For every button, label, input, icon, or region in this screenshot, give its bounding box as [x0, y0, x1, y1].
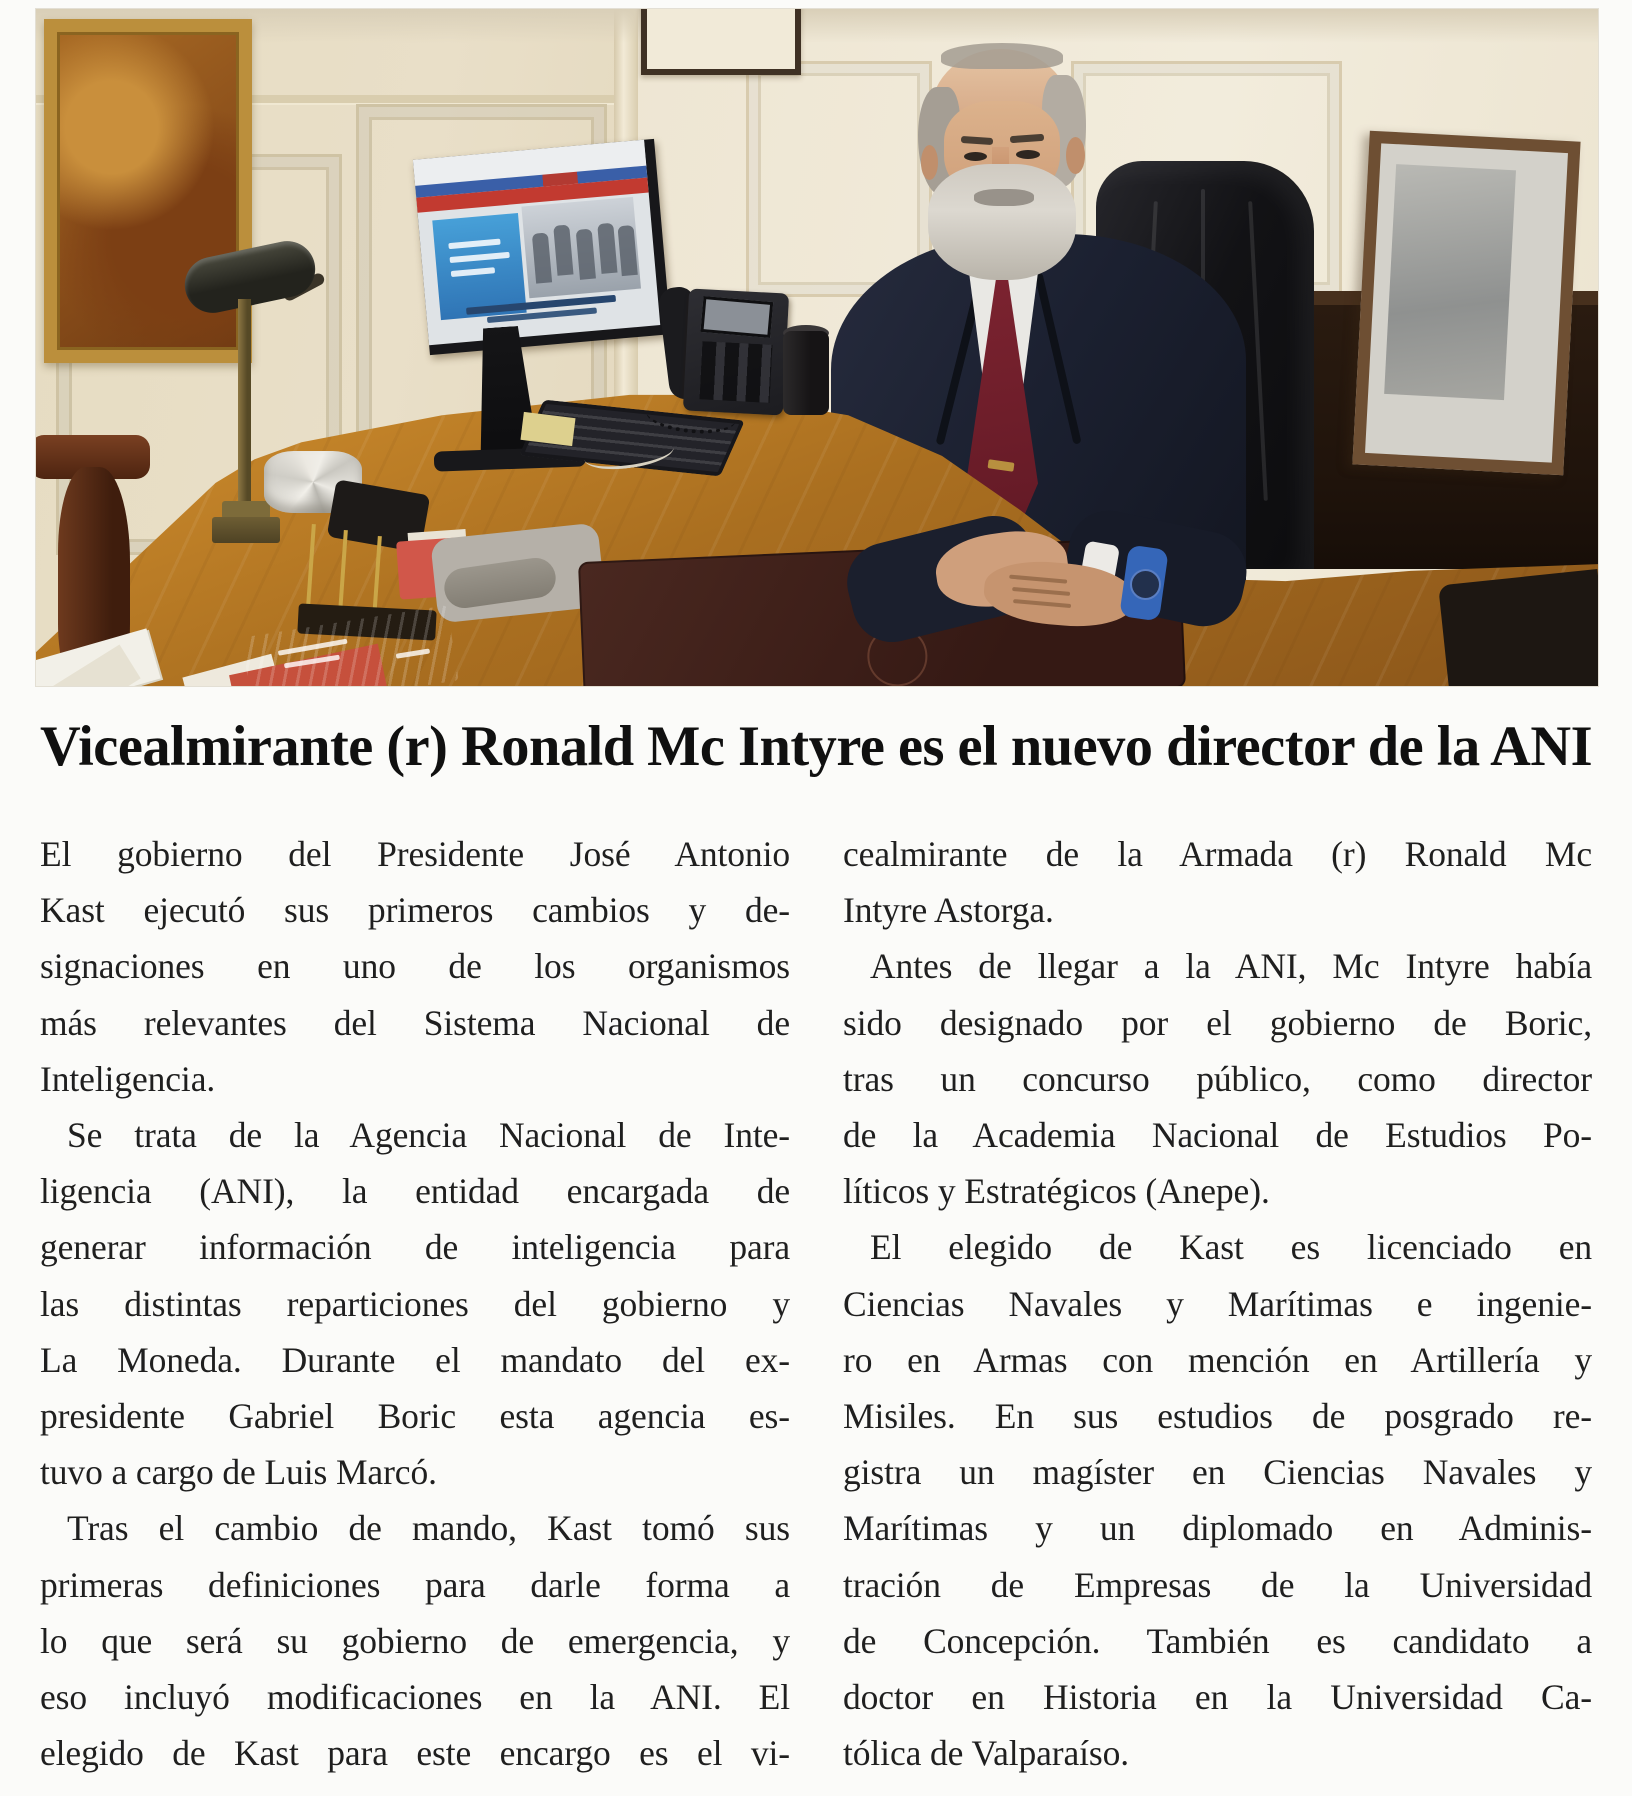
- text-line: presidente Gabriel Boric esta agencia es-: [40, 1396, 790, 1437]
- foreground-chair-corner: [1438, 569, 1599, 687]
- figure: [576, 229, 596, 280]
- book-title-line: [396, 648, 430, 658]
- text-line: más relevantes del Sistema Nacional de: [40, 1002, 790, 1043]
- text-line: tólica de Valparaíso.: [843, 1733, 1130, 1774]
- figure: [617, 225, 637, 276]
- monitor-screen: [413, 140, 660, 346]
- text-line: Inteligencia.: [40, 1058, 216, 1099]
- leaning-picture-frame: [1352, 131, 1580, 476]
- pen-cup: [783, 331, 829, 415]
- text-line: Marítimas y un diplomado en Adminis-: [843, 1508, 1592, 1549]
- man-ear: [921, 145, 938, 180]
- text-line: líticos y Estratégicos (Anepe).: [843, 1171, 1270, 1212]
- pen: [372, 536, 382, 618]
- text-line: Ciencias Navales y Marítimas e ingenie-: [843, 1283, 1592, 1324]
- text-bar: [448, 239, 500, 250]
- wristwatch-face: [1130, 569, 1161, 600]
- article-body: [40, 826, 1592, 1788]
- phone-keypad: [699, 341, 772, 403]
- hanging-picture-frame: [641, 8, 801, 75]
- figure: [597, 223, 617, 274]
- leaning-picture: [1384, 164, 1516, 400]
- text-line: las distintas reparticiones del gobierno y: [40, 1283, 790, 1324]
- figure: [553, 225, 573, 276]
- chair-seam: [1248, 201, 1268, 501]
- headline: Vicealmirante (r) Ronald Mc Intyre es el nuevo director de la ANI: [40, 715, 1593, 778]
- text-line: Intyre Astorga.: [843, 890, 1054, 931]
- text-line: Misiles. En sus estudios de posgrado re-: [843, 1396, 1592, 1437]
- text-line: El elegido de Kast es licenciado en: [870, 1227, 1592, 1268]
- text-line: lo que será su gobierno de emergencia, y: [40, 1620, 790, 1661]
- text-line: de Concepción. También es candidato a: [843, 1620, 1592, 1661]
- text-line: sido designado por el gobierno de Boric,: [843, 1002, 1592, 1043]
- wall-shadow: [36, 9, 1598, 43]
- text-bar: [450, 252, 510, 263]
- text-line: generar información de inteligencia para: [40, 1227, 790, 1268]
- desk-lamp-pole: [238, 299, 251, 527]
- text-line: doctor en Historia en la Universidad Ca-: [843, 1677, 1592, 1718]
- text-line: cealmirante de la Armada (r) Ronald Mc: [843, 834, 1592, 874]
- text-line: primeras definiciones para darle forma a: [40, 1564, 790, 1605]
- article-column-right: [843, 826, 1592, 1788]
- text-line: gistra un magíster en Ciencias Navales y: [843, 1452, 1592, 1493]
- text-bar: [451, 267, 495, 277]
- article-photo: [35, 8, 1599, 687]
- text-line: signaciones en uno de los organismos: [40, 946, 790, 987]
- man-eye: [1016, 150, 1040, 159]
- text-line: Antes de llegar a la ANI, Mc Intyre había: [870, 946, 1592, 987]
- man-ear: [1066, 137, 1085, 174]
- text-line: ro en Armas con mención en Artillería y: [843, 1339, 1592, 1380]
- desk-lamp-base: [212, 517, 280, 543]
- pen: [306, 524, 316, 606]
- text-line: El gobierno del Presidente José Antonio: [40, 834, 790, 874]
- text-line: Kast ejecutó sus primeros cambios y de-: [40, 890, 790, 931]
- computer-monitor: [413, 139, 671, 355]
- headline-row: [40, 714, 1592, 788]
- phone-display: [700, 296, 773, 338]
- man-mustache: [974, 189, 1034, 206]
- man-hair: [941, 43, 1063, 69]
- figure: [532, 232, 552, 283]
- text-line: Tras el cambio de mando, Kast tomó sus: [67, 1508, 790, 1549]
- text-line: Se trata de la Agencia Nacional de Inte-: [67, 1115, 790, 1156]
- article-column-left: [40, 826, 790, 1788]
- webpage-photo: [521, 197, 641, 298]
- text-line: ligencia (ANI), la entidad encargada de: [40, 1171, 790, 1212]
- text-line: de la Academia Nacional de Estudios Po-: [843, 1115, 1592, 1156]
- desk-phone: [683, 288, 789, 415]
- pen: [338, 530, 348, 612]
- text-line: tras un concurso público, como director: [843, 1058, 1592, 1099]
- book-title-line: [278, 639, 348, 656]
- text-line: elegido de Kast para este encargo es el vi-: [40, 1733, 790, 1774]
- man-eye: [964, 152, 987, 161]
- text-line: eso incluyó modificaciones en la ANI. El: [40, 1677, 790, 1718]
- text-line: tuvo a cargo de Luis Marcó.: [40, 1452, 437, 1493]
- book-title-line: [284, 655, 340, 669]
- man-beard: [928, 164, 1076, 280]
- text-line: tración de Empresas de la Universidad: [843, 1564, 1592, 1605]
- text-line: La Moneda. Durante el mandato del ex-: [40, 1339, 790, 1380]
